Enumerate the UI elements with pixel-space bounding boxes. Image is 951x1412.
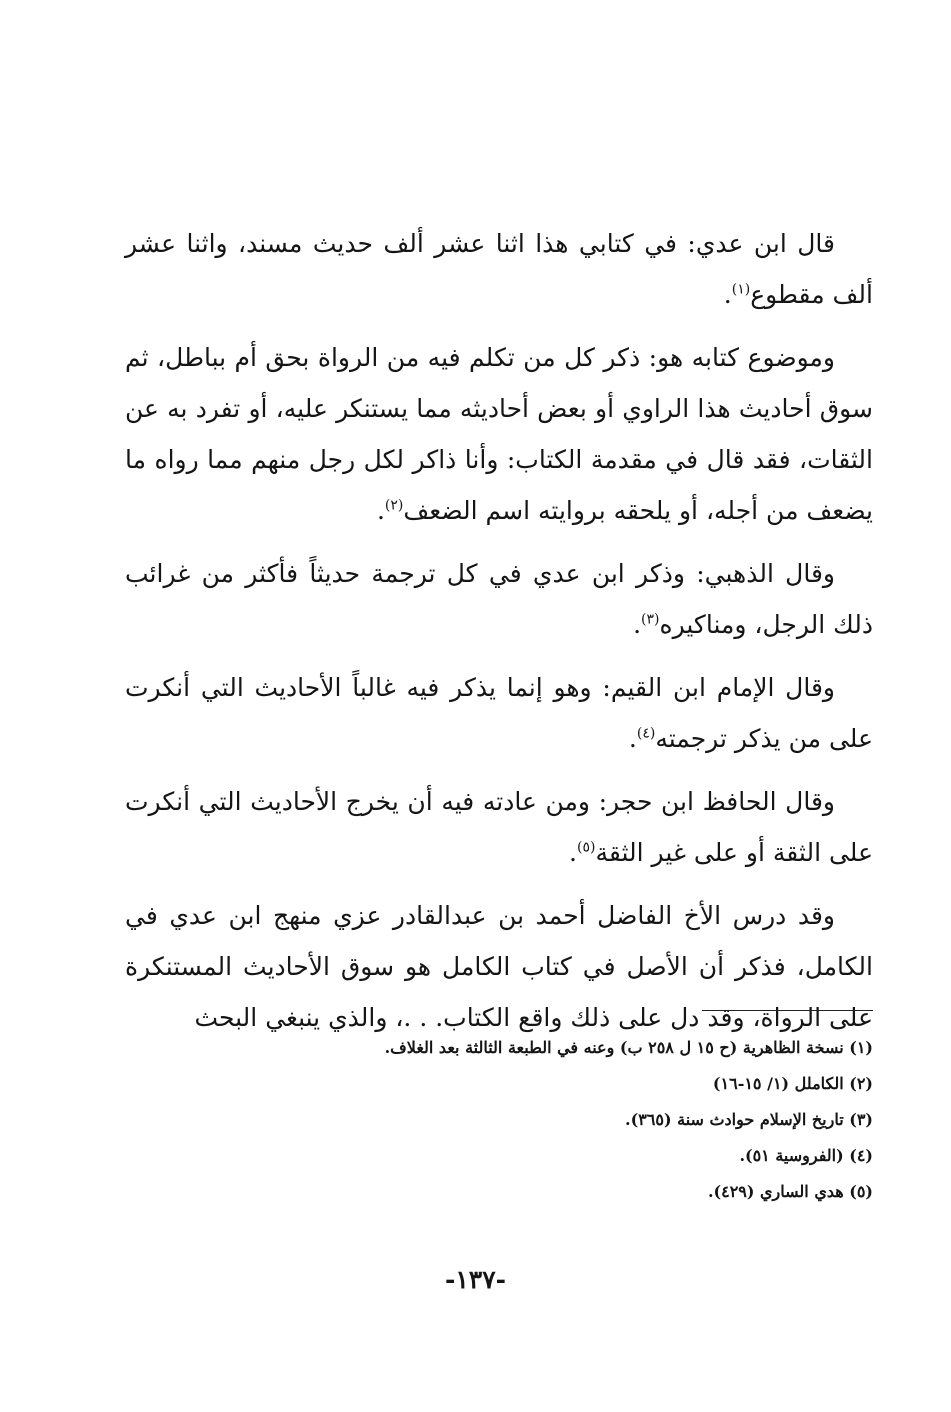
paragraph-5: وقال الحافظ ابن حجر: ومن عادته فيه أن يخرج الأحاديث التي أنكرت على الثقة أو على غير الثقة$^{(٥)}$. — [125, 787, 873, 867]
footnote-3: (٣) تاريخ الإسلام حوادث سنة (٣٦٥). — [625, 1110, 873, 1129]
footnote-ref-3: (٣) — [641, 611, 660, 628]
footnote-2: (٢) الكاملل (١/ ١٥-١٦) — [712, 1074, 873, 1093]
main-text — [125, 218, 873, 1055]
footnote-4: (٤) (الفروسية ٥١). — [739, 1146, 873, 1165]
footnote-ref-2: (٢) — [384, 497, 404, 514]
paragraph-2: وموضوع كتابه هو: ذكر كل من تكلم فيه من الرواة بحق أم بباطل، ثم سوق أحاديث هذا الراوي أو بعض أحاديثه مما يستنكر عليه، أو تفرد به عن الثقات، فقد قال في مقدمة الكتاب: وأنا ذاكر لكل رجل منهم مما رواه ما يضعف من أجله، أو يلحقه بروايته اسم الضعف$^{(٢)}$. — [125, 343, 873, 525]
footnote-ref-1: (١) — [731, 281, 751, 298]
footnote-5: (٥) هدي الساري (٤٢٩). — [707, 1182, 873, 1201]
footnote-1: (١) نسخة الظاهرية (ح ١٥ ل ٢٥٨ ب) وعنه في الطبعة الثالثة بعد الغلاف. — [384, 1038, 873, 1057]
page-number: -١٣٧- — [444, 1265, 507, 1294]
footnote-ref-5: (٥) — [576, 839, 596, 856]
paragraph-3: وقال الذهبي: وذكر ابن عدي في كل ترجمة حديثاً فأكثر من غرائب ذلك الرجل، ومناكيره$^{(٣)}$. — [125, 559, 873, 639]
paragraph-6: وقد درس الأخ الفاضل أحمد بن عبدالقادر عزي منهج ابن عدي في الكامل، فذكر أن الأصل في كتاب الكامل هو سوق الأحاديث المستنكرة على الرواة، وقد دل على ذلك واقع الكتاب. . .، والذي ينبغي البحث — [125, 901, 873, 1032]
footnotes — [125, 1030, 873, 1210]
paragraph-4: وقال الإمام ابن القيم: وهو إنما يذكر فيه غالباً الأحاديث التي أنكرت على من يذكر ترجمته$^{(٤)}$. — [125, 673, 873, 753]
paragraph-1: قال ابن عدي: في كتابي هذا اثنا عشر ألف حديث مسند، واثنا عشر ألف مقطوع$^{(١)}$. — [125, 229, 873, 309]
footnote-separator — [702, 1010, 873, 1011]
footnote-ref-4: (٤) — [636, 725, 656, 742]
